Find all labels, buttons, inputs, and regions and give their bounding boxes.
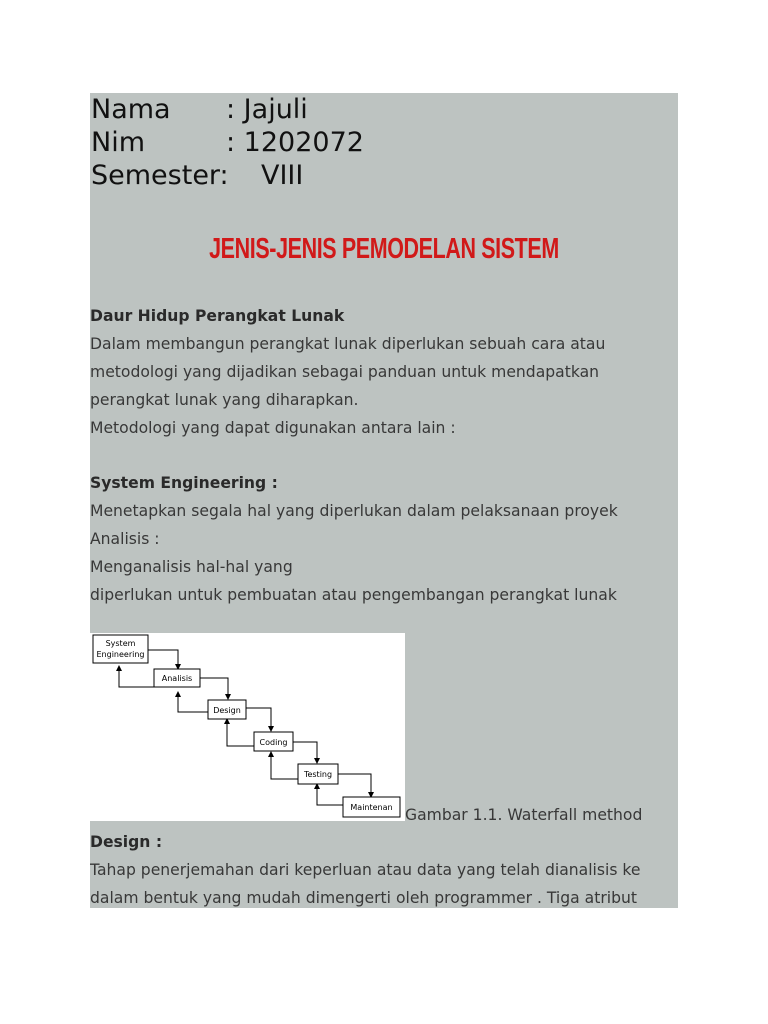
nama-label: Nama <box>91 94 171 125</box>
section-heading: System Engineering : <box>90 474 278 492</box>
section-heading: Design : <box>90 833 163 851</box>
section-system-engineering <box>90 469 678 609</box>
paragraph-line: diperlukan untuk pembuatan atau pengembangan perangkat lunak <box>90 586 617 604</box>
step-analisis: Analisis <box>161 674 193 683</box>
step-testing: Testing <box>303 770 333 779</box>
semester-label: Semester: <box>91 160 229 191</box>
section-heading: Daur Hidup Perangkat Lunak <box>90 307 345 325</box>
paragraph-line: Menganalisis hal-hal yang <box>90 558 293 576</box>
paragraph-line: Tahap penerjemahan dari keperluan atau data yang telah dianalisis ke <box>90 861 641 879</box>
nama-value: : Jajuli <box>226 94 308 125</box>
paragraph-line: Metodologi yang dapat digunakan antara lain : <box>90 419 456 437</box>
step-system-line2: Engineering <box>96 650 145 659</box>
document-page <box>90 93 678 908</box>
nim-label: Nim <box>91 127 145 158</box>
section-daur-hidup <box>90 302 678 442</box>
semester-value: VIII <box>261 160 304 191</box>
paragraph-line: dalam bentuk yang mudah dimengerti oleh programmer . Tiga atribut <box>90 889 637 907</box>
paragraph-line: Dalam membangun perangkat lunak diperlukan sebuah cara atau <box>90 335 606 353</box>
step-maintenan: Maintenan <box>350 803 393 812</box>
waterfall-diagram <box>90 633 405 821</box>
paragraph-line: Analisis : <box>90 530 160 548</box>
paragraph-line: metodologi yang dijadikan sebagai panduan untuk mendapatkan <box>90 363 600 381</box>
section-design <box>90 828 678 908</box>
paragraph-line: Menetapkan segala hal yang diperlukan dalam pelaksanaan proyek <box>90 502 618 520</box>
step-system-line1: System <box>105 639 136 648</box>
figure-caption: Gambar 1.1. Waterfall method <box>405 806 643 824</box>
paragraph-line: perangkat lunak yang diharapkan. <box>90 391 359 409</box>
step-design: Design <box>213 706 241 715</box>
waterfall-diagram-svg <box>90 633 405 821</box>
nim-value: : 1202072 <box>226 127 364 158</box>
document-title: JENIS-JENIS PEMODELAN SISTEM <box>209 233 559 265</box>
step-coding: Coding <box>259 738 288 747</box>
